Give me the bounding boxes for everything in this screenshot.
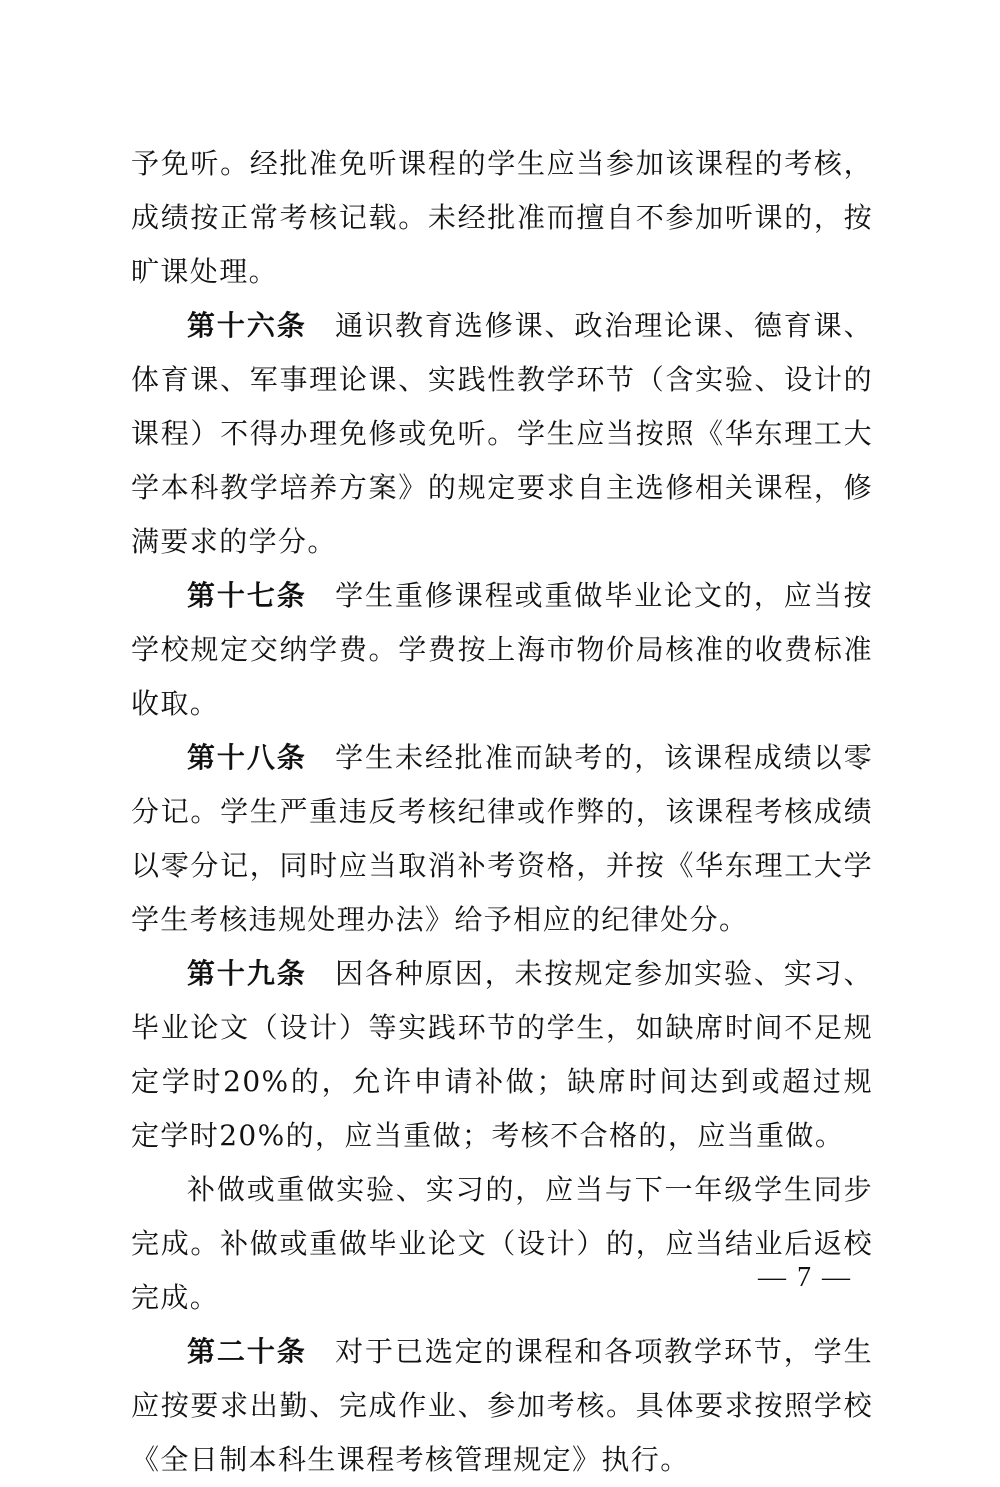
article-18-paragraph <box>131 731 873 947</box>
article-number: 第十八条 <box>187 741 307 774</box>
paragraph-text: 学生未经批准而缺考的，该课程成绩以零分记。学生严重违反考核纪律或作弊的，该课程考核成绩以零分记，同时应当取消补考资格，并按《华东理工大学学生考核违规处理办法》给予相应的纪律处分。 <box>131 741 873 936</box>
paragraph-continuation <box>131 137 873 299</box>
article-19-supplement-paragraph <box>131 1163 873 1325</box>
article-17-paragraph <box>131 569 873 731</box>
article-number: 第二十条 <box>187 1335 307 1368</box>
page-number: — 7 — <box>758 1262 852 1293</box>
paragraph-text: 予免听。经批准免听课程的学生应当参加该课程的考核，成绩按正常考核记载。未经批准而擅自不参加听课的，按旷课处理。 <box>131 147 873 288</box>
article-19-paragraph <box>131 947 873 1163</box>
paragraph-text: 因各种原因，未按规定参加实验、实习、毕业论文（设计）等实践环节的学生，如缺席时间不足规定学时20%的，允许申请补做；缺席时间达到或超过规定学时20%的，应当重做；考核不合格的，应当重做。 <box>131 957 873 1152</box>
paragraph-text: 学生重修课程或重做毕业论文的，应当按学校规定交纳学费。学费按上海市物价局核准的收费标准收取。 <box>131 579 873 720</box>
article-number: 第十六条 <box>187 309 307 342</box>
article-number: 第十七条 <box>187 579 307 612</box>
article-20-paragraph <box>131 1325 873 1487</box>
paragraph-text: 对于已选定的课程和各项教学环节，学生应按要求出勤、完成作业、参加考核。具体要求按照学校《全日制本科生课程考核管理规定》执行。 <box>131 1335 873 1476</box>
article-number: 第十九条 <box>187 957 307 990</box>
paragraph-text: 补做或重做实验、实习的，应当与下一年级学生同步完成。补做或重做毕业论文（设计）的，应当结业后返校完成。 <box>131 1173 873 1314</box>
paragraph-text: 通识教育选修课、政治理论课、德育课、体育课、军事理论课、实践性教学环节（含实验、设计的课程）不得办理免修或免听。学生应当按照《华东理工大学本科教学培养方案》的规定要求自主选修相关课程，修满要求的学分。 <box>131 309 873 558</box>
article-16-paragraph <box>131 299 873 569</box>
